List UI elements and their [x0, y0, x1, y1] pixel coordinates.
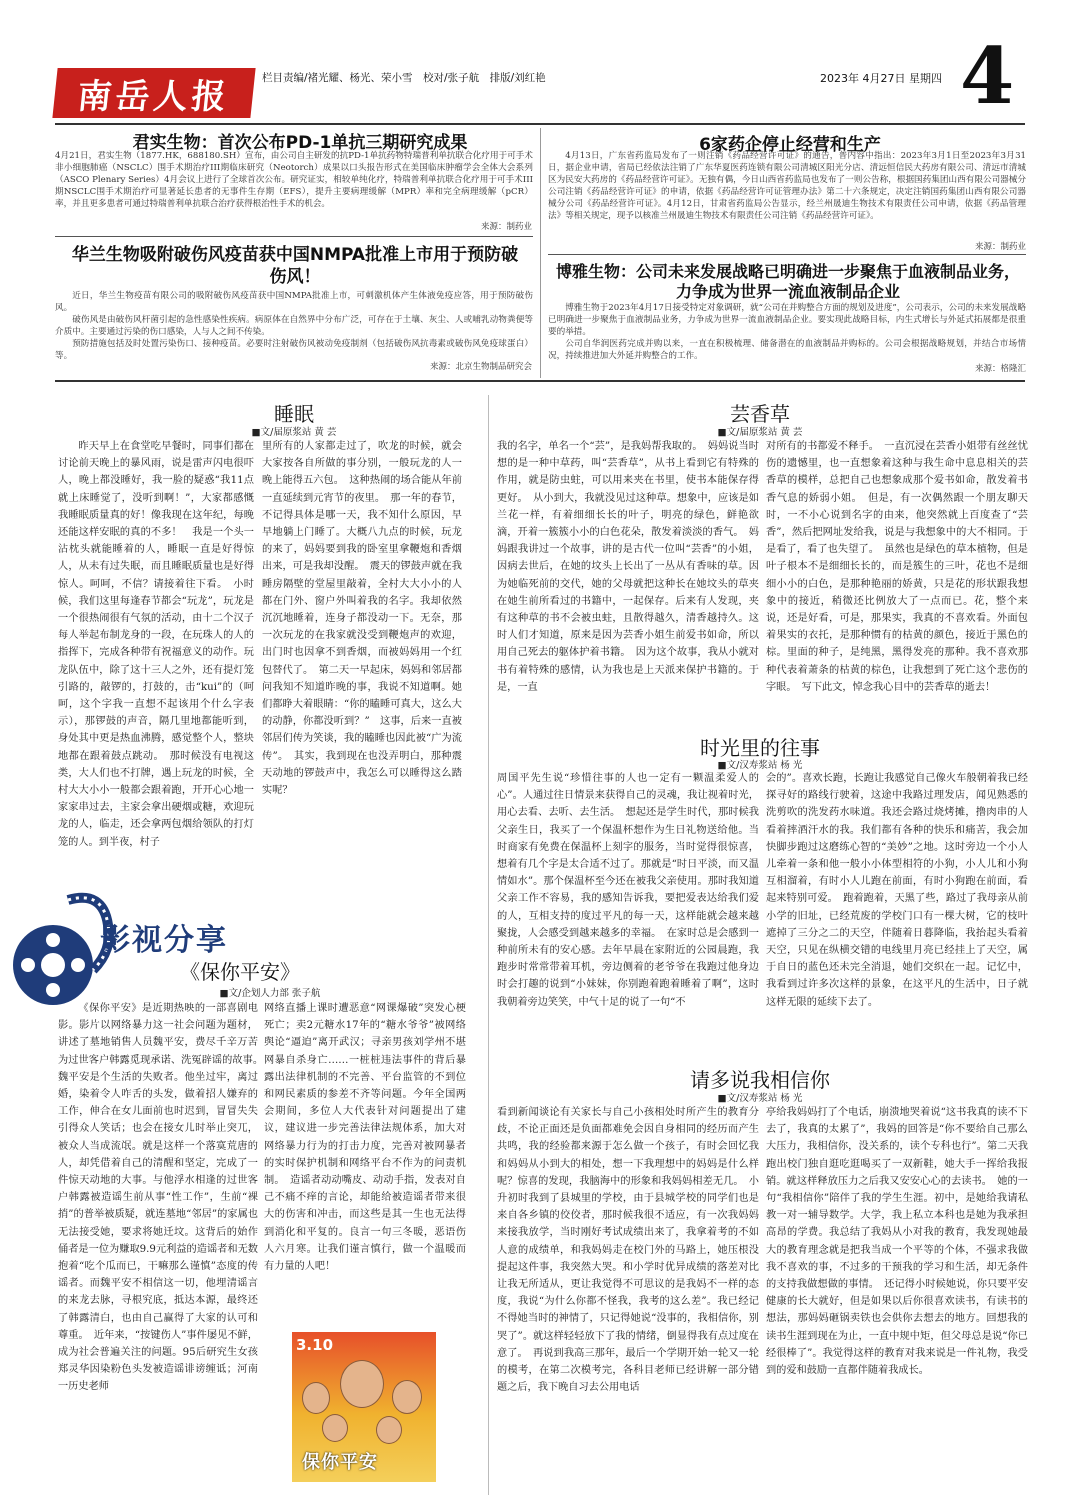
article-body-shuimian-col2: 里所有的人家都走过了，吹龙的时候，就会大家按各自所做的事分别，一般玩龙的人一晚上能得五六包。 这种热闹的场合能从年前一直延续到元宵节的夜里。 那一年的春节，不记得具体是哪一天，我不知什么原因，早早地躺上门睡了。大概八九点的时候，玩龙的来了，妈妈要到我的卧室里拿鞭炮和香烟出来，可是我却没醒。 震天的锣鼓声就在我睡房隔壁的堂屋里敲着，全村大大小小的人都在门外、窗户外叫着我的名字。我却依然沉沉地睡着，连身子都没动一下。无奈，那一次玩龙的在我家就没受到鞭炮声的欢迎，出门时也因拿不到香烟，而被妈妈用一个红包替代了。 第二天一早起床，妈妈和邻居都问我知不知道昨晚的事，我说不知道啊。她们都睁大着眼睛：“你的瞌睡可真大，这么大的动静，你都没听到？” 这事，后来一直被邻居们传为笑谈，我的瞌睡也因此被“广为流传”。 其实，我到现在也没弄明白，那种震天动地的锣鼓声中，我怎么可以睡得这么踏实呢？: [262, 441, 462, 797]
poster-face: [376, 1416, 402, 1444]
column-divider: [488, 395, 489, 1495]
article-byline-yingshi: ■文/企划人力部 张子航: [219, 988, 321, 999]
news-body-6companies: 4月13日，广东省药监局发布了一则注销《药品经营许可证》的通告，普内容中指出：2023年3月1日至2023年3月31日，据企业申请，省局已经依法注销了广东华夏医药连锁有限公司清城区阳光分店、清远恒信民大药房有限公司、清远市清城区为民安大药房的《药品经营许可证》。无独有偶，今日山西省药监局也发布了一则公告称，根据国药集团山西有限公司器械分公司注销《药品经营许可证》的申请，依据《药品经营许可证管理办法》第二十六条规定，决定注销国药集团山西有限公司器械分公司《药品经营许可证》。4月12日，甘肃省药监局公告显示，经兰州晟迪生物技术有限责任公司申请，依据《药品管理法》等相关规定，现予以核准兰州晟迪生物技术有限责任公司注销《药品经营许可证》。: [548, 151, 1026, 221]
poster-release-date: 3.10: [296, 1336, 334, 1354]
article-body-yunxiangcao-col2: 对所有的书都爱不释手。 一直沉浸在芸香小姐带有丝丝忧伤的遗憾里，也一直想象着这种与我生命中息息相关的芸香草的模样，总把自己也想象成那个爱书如命，散发着书香气息的娇弱小姐。 但是，有一次偶然跟一个朋友聊天时，一不小心说到名字的由来，他突然就上百度查了“芸香”，然后把网址发给我，说是与我想象中的大不相同。于是看了，看了也失望了。 虽然也是绿色的草本植物，但是叶子根本不是细细长长的，而是簇生的三叶，花也不是细细小小的白色，是那种艳丽的娇黄，只是花的形状跟我想象中的接近，稍微还比例放大了一点而已。花，整个来说，还是好看，可是，那果实，我真的不喜欢看。外面包着果实的衣托，是那种惯有的枯黄的颜色，接近于黑色的棕。里面的种子，是纯黑，黑得发亮的那种。我不喜欢那种代表着萧条的枯黄的棕色，让我想到了死亡这个悲伤的字眼。 写下此文，悼念我心目中的芸香草的逝去！: [766, 441, 1028, 693]
news-body-hualan-3: 预防措施包括及时处置污染伤口、接种疫苗。必要时注射破伤风被动免疫制剂（包括破伤风抗毒素或破伤风免疫球蛋白）等。: [55, 339, 533, 361]
article-body-shuimian-col1: 昨天早上在食堂吃早餐时，同事们都在讨论前天晚上的暴风雨，说是雷声闪电很吓人，晚上都没睡好，我一脸的疑惑“我11点就上床睡觉了，没听到啊！”，大家都感慨我睡眠质量真的好！像我现在这年纪，每晚还能这样安眠的真的不多！ 我是一个头一沾枕头就能睡着的人，睡眠一直是好得惊人，从未有过失眠，而且睡眠质量也是好得惊人。呵呵，不信？请接着往下看。 小时候，我们这里每逢春节都会“玩龙”，玩龙是一个很热闹很有气氛的活动，由十二个汉子每人举起布制龙身的一段，在玩珠人的人的指挥下，完成各种带有祝福意义的动作。玩龙队伍中，除了这十三人之外，还有提灯笼引路的，敲锣的，打鼓的，击“kui”的（呵呵，这个字我一直想不起该用个什么字表示），那锣鼓的声音，隔几里地都能听到，身处其中更是热血沸腾，感觉整个人，整块地都在跟着鼓点跳动。 那时候没有电视这类，大人们也不打牌，遇上玩龙的时候，全村大大小小一般都会跟着跑，开开心心地一家家串过去，主家会拿出硬烟或糖，欢迎玩龙的人，临走，还会拿两包烟给领队的打灯笼的人。到半夜，村子: [58, 441, 254, 848]
news-title-hualan: 华兰生物吸附破伤风疫苗获中国NMPA批准上市用于预防破伤风！: [71, 245, 519, 287]
issue-date: 2023年 4月27日 星期四: [820, 72, 942, 85]
article-title-shiguang: 时光里的往事: [700, 736, 820, 760]
page-number: 4: [960, 31, 1015, 122]
column-divider: [540, 128, 541, 378]
divider: [55, 236, 533, 237]
article-title-qingduoshuo: 请多说我相信你: [690, 1068, 830, 1092]
news-body-boya-2: 公司自华润医药完成并购以来，一直在积极梳理、储备潜在的血液制品并购标的。公司会根据战略规划，并结合市场情况，持续推进加大外延并购整合的工作。: [548, 339, 1026, 361]
newspaper-logo: 南岳人报: [52, 68, 255, 118]
movie-poster: [292, 1332, 436, 1482]
movie-title: 《保你平安》: [180, 960, 300, 984]
article-byline-shiguang: ■文/汉寿浆站 杨 光: [717, 760, 803, 771]
news-title-junshi: 君实生物：首次公布PD-1单抗三期研究成果: [132, 133, 468, 153]
article-body-yingshi-col1: 《保你平安》是近期热映的一部喜剧电影。影片以网络暴力这一社会问题为题材，讲述了墓地销售人员魏平安，费尽千辛万苦为过世客户韩露觅现承诺、洗冤辟谣的故事。 魏平安是个生活的失败者。他坐过牢，离过婚，染着令人咋舌的头发，做着招人嫌弃的工作，伸合在女儿面前也时迟到，冒冒失失引得众人笑话；也会在接女儿时举止突兀，被众人当成流氓。就是这样一个落寞荒唐的人，却凭借着自己的清醒和坚定，完成了一件惊天动地的大事。与他浮水相逢的过世客户韩露被造谣生前从事“性工作”，生前“裸捎”的普举被质疑，就连墓地“邻居”的家属也无法接受她，要求将她迁坟。这背后的始作俑者是一位为赚取9.9元利益的造谣者和无数抱着“吃个瓜而已，干嘛那么谨慎”态度的传谣者。而魏平安不相信这一切，他埋清谣言的来龙去脉，寻根究底，抵达本源，最终还了韩露清白，也由自己赢得了大家的认可和尊重。 近年来，“按键伤人”事件屡见不鲜，成为社会普遍关注的问题。95后研究生女孩郑灵华因染粉色头发被造谣诽谤缠诋；河南一历史老师: [58, 1003, 258, 1393]
poster-face: [392, 1380, 422, 1414]
news-title-6companies: 6家药企停止经营和生产: [699, 135, 881, 155]
article-body-shiguang-col2: 会的”。喜欢长跑，长跑让我感觉自己像火车般朝着我已经探寻好的路线行驶着，这途中我路过理发店，闻见熟悉的洗剪吹的洗发药水味道。我还会路过烧烤摊，撸肉串的人看着摔酒汗水的我。我们都有各种的快乐和痛苦，我会加快脚步跑过这磨练心智的“美妙”之地。这时旁边一个小人儿牵着一条和他一般小小体型相符的小狗，小人儿和小狗互相溜着，有时小人儿跑在前面，有时小狗跑在前面，看起来特别可爱。 跑着跑着，天黑了些，路过了我母亲从前小学的旧址，已经荒废的学校门口有一棵大树，它的枝叶遮掉了三分之二的天空，伴随着日暮降临，我抬起头看着天空，只见在纵横交错的电线里月亮已经挂上了天空，属于自日的蓝色还未完全消退，她们交织在一起。记忆中，我看到过许多次这样的景象，在这平凡的生活中，日子就这样无限的延续下去了。: [766, 773, 1028, 1008]
news-body-boya-1: 博雅生物于2023年4月17日接受特定对象调研，就“公司在并购整合方面的规划及进度”，公司表示，公司的未来发展战略已明确进一步聚焦于血液制品业务，力争成为世界一流血液制品企业。要实现此战略目标，内生式增长与外延式拓展都是很重要的举措。: [548, 303, 1026, 337]
article-body-shiguang-col1: 周国平先生说“珍惜往事的人也一定有一颗温柔爱人的心”。人通过往日情景来获得自己的灵魂，我让视着时光，用心去看、去听、去生活。 想起还是学生时代，那时候我父亲生日，我买了一个保温杯想作为生日礼物送给他。当时商家有免费在保温杯上刻字的服务，当时觉得很惊喜，想着有几个字是太合适不过了。那就是“时日平淡，而又温情如水”。那个保温杯至今还在被我父亲使用。那时我知道父亲工作不容易，我的感知告诉我，要把爱表达给我们爱的人，互相支持的度过平凡的每一天，这样能就会越来越聚拢，人会感受到越来越多的幸福。 在家时总是会感到一种前所未有的安心感。去年早晨在家附近的公园晨跑，我跑步时常常带着耳机，旁边侧着的老爷爷在我跑过他身边时会打趣的说到“小妹妹，你别跑着跑着睡着了啊”，这时我朝着旁边笑笑，中气十足的说了一句“不: [497, 773, 759, 1008]
article-body-qingduoshuo-col1: 看到新闻谈论有关家长与自己小孩相处时所产生的教育分歧，不论正面还是负面都难免会因自身相同的经历而产生共鸣，我的经验都来源于怎么做一个孩子，有时会回忆我和妈妈从小到大的相处，想一下我理想中的妈妈是什么样呢？惊喜的发现，我脑海中的形象和我妈妈相差无几。 小升初时我到了县城里的学校，由于县城学校的同学们也是来自各乡镇的佼佼者，那时候我很不适应，有一次我妈妈来接我放学，当时刚好考试成绩出来了，我拿着考的不如人意的成绩单，和我妈妈走在校门外的马路上，她压根没提起这件事，我突然大哭。和小学时优异成绩的落差对比让我无所适从，更让我觉得不可思议的是我妈不一样的态度，我说“为什么你都不怪我，我考的这么差”。我已经记不得她当时的神情了，只记得她说“没事的，我相信你，别哭了”。就这样轻轻放下了我的情绪，倒显得我有点过度在意了。 再说到我高三那年，最后一个学期开始一轮又一轮的模考，在第二次模考完，各科目老师已经讲解一部分错题之后，我下晚自习去公用电话: [497, 1107, 759, 1394]
poster-face: [340, 1360, 384, 1408]
news-body-hualan-1: 近日，华兰生物疫苗有限公司的吸附破伤风疫苗获中国NMPA批准上市，可刺激机体产生体液免疫应答，用于预防破伤风。: [55, 291, 533, 313]
news-body-junshi: 4月21日，君实生物（1877.HK，688180.SH）宣布，由公司自主研发的抗PD-1单抗药物特瑞普利单抗联合化疗用于可手术非小细胞肺癌（NSCLC）围手术期治疗III期临床研究（Neotorch）成果以口头报告形式在美国临床肿瘤学会全体大会系列（ASCO Plenary Series）4月会议上进行了全球首次公布。研究证实，相较单纯化疗，特瑞普利单抗联合化疗用于可手术III期NSCLC围手术期治疗可显著延长患者的无事件生存期（EFS），提升主要病理缓解（MPR）率和完全病理缓解（pCR）率，并且更多患者可通过特瑞普利单抗联合治疗获得根治性手术的机会。: [55, 151, 533, 209]
news-source-hualan: 来源：北京生物制品研究会: [429, 362, 532, 372]
article-body-yunxiangcao-col1: 我的名字，单名一个“芸”，是我妈帮我取的。 妈妈说当时想的是一种中草药，叫“芸香草”，从书上看到它有特殊的作用，就是防虫蛀，可以用来夹在书里，使书本能保存得更好。 从小到大，我就没见过这种草。想象中，应该是如兰花一样，有着细细长长的叶子，明亮的绿色，鲜艳欲滴，开着一簇簇小小的白色花朵，散发着淡淡的香气。 妈妈跟我讲过一个故事，讲的是古代一位叫“芸香”的小姐，因病去世后，在她的坟头上长出了一丛从有香味的草。因为她临死前的交代，她的父母就把这种长在她坟头的草夹在她生前所看过的书籍中，一起保存。后来有人发现，夹有这种草的书不会被虫蛀，且散得越久，清香越持久。这时人们才知道，原来是因为芸香小姐生前爱书如命，所以用自己死去的躯体护着书籍。 因为这个故事，我从小就对书有着特殊的感情，认为我也是上天派来保护书籍的。于是，一直: [497, 441, 759, 693]
news-source-junshi: 来源：制药业: [480, 222, 532, 232]
article-byline-shuimian: ■文/届原浆站 黄 芸: [251, 427, 337, 438]
news-source-boya: 来源：格隆汇: [974, 364, 1026, 374]
news-source-6companies: 来源：制药业: [974, 242, 1026, 252]
divider: [548, 254, 1026, 255]
masthead-rule: [55, 123, 1025, 125]
news-body-hualan-2: 破伤风是由破伤风杆菌引起的急性感染性疾病。病原体在自然界中分布广泛，可存在于土壤、灰尘、人或哺乳动物粪便等介质中。主要通过污染的伤口感染，人与人之间不传染。: [55, 315, 533, 337]
article-title-shuimian: 睡眠: [274, 402, 314, 426]
editors-line: 栏目责编/褚光耀、杨光、荣小雪 校对/张子航 排版/刘红艳: [262, 72, 546, 84]
poster-title: 保你平安: [302, 1452, 378, 1473]
section-rule: [55, 380, 1025, 382]
poster-face: [302, 1382, 330, 1414]
article-body-qingduoshuo-col2: 亭给我妈妈打了个电话，崩溃地哭着说“这书我真的读不下去了，我真的太累了”，我妈的回答是“你不要给自己那么大压力，我相信你，没关系的，读个专科也行”。第二天我跑出校门独自逛吃逛喝买了一双新鞋，她大手一挥给我报销。就这样释放压力之后我又安安心心的去读书。 她的一句“我相信你”陪伴了我的学生生涯。初中，是她给我请私教一对一辅导数学。大学，我上私立本科也是她为我承担高昂的学费。我总结了我妈从小对我的教育，我发现她最大的教育理念就是把我当成一个平等的个体，不强求我做我不喜欢的事，不过多的干预我的学习和生活，却无条件的支持我做想做的事情。 还记得小时候她说，你只要平安健康的长大就好，但是如果以后你很喜欢读书，有读书的想法，那妈妈砸锅卖铁也会供你去想去的地方。回想我的读书生涯到现在为止，一直中规中矩，但父母总是说“你已经很棒了”。我觉得这样的教育对我来说是一件礼物，我受到的爱和鼓励一直都伴随着我成长。: [766, 1107, 1028, 1377]
poster-face: [322, 1414, 348, 1442]
article-title-yunxiangcao: 芸香草: [730, 402, 790, 426]
section-label-yingshi: 影视分享: [100, 923, 228, 958]
news-title-boya: 博雅生物：公司未来发展战略已明确进一步聚焦于血液制品业务，力争成为世界一流血液制品企业: [555, 262, 1020, 301]
article-byline-qingduoshuo: ■文/汉寿浆站 杨 光: [717, 1093, 803, 1104]
article-byline-yunxiangcao: ■文/届原浆站 黄 芸: [717, 427, 803, 438]
article-body-yingshi-col2: 网络直播上课时遭恶意“网课爆破”突发心梗死亡；卖2元糖水17年的“糖水爷爷”被网络舆论“逼迫”离开武汉；寻亲男孩刘学州不堪网暴自杀身亡……一桩桩违法事件的背后暴露出法律机制的不完善、平台监管的不到位和网民素质的参差不齐等问题。今年全国两会期间，多位人大代表针对问题提出了建议，建议进一步完善法律法规体系，加大对网络暴力行为的打击力度，完善对被网暴者的实时保护机制和网络平台不作为的问责机制。 造谣者动动嘴皮、动动手指，发表对自己不痛不痒的言论，却能给被造谣者带来很大的伤害和冲击，而这些是其一生也无法得到消化和平复的。良言一句三冬暖，恶语伤人六月寒。让我们谨言慎行，做一个温暖而有力量的人吧！: [264, 1003, 466, 1273]
